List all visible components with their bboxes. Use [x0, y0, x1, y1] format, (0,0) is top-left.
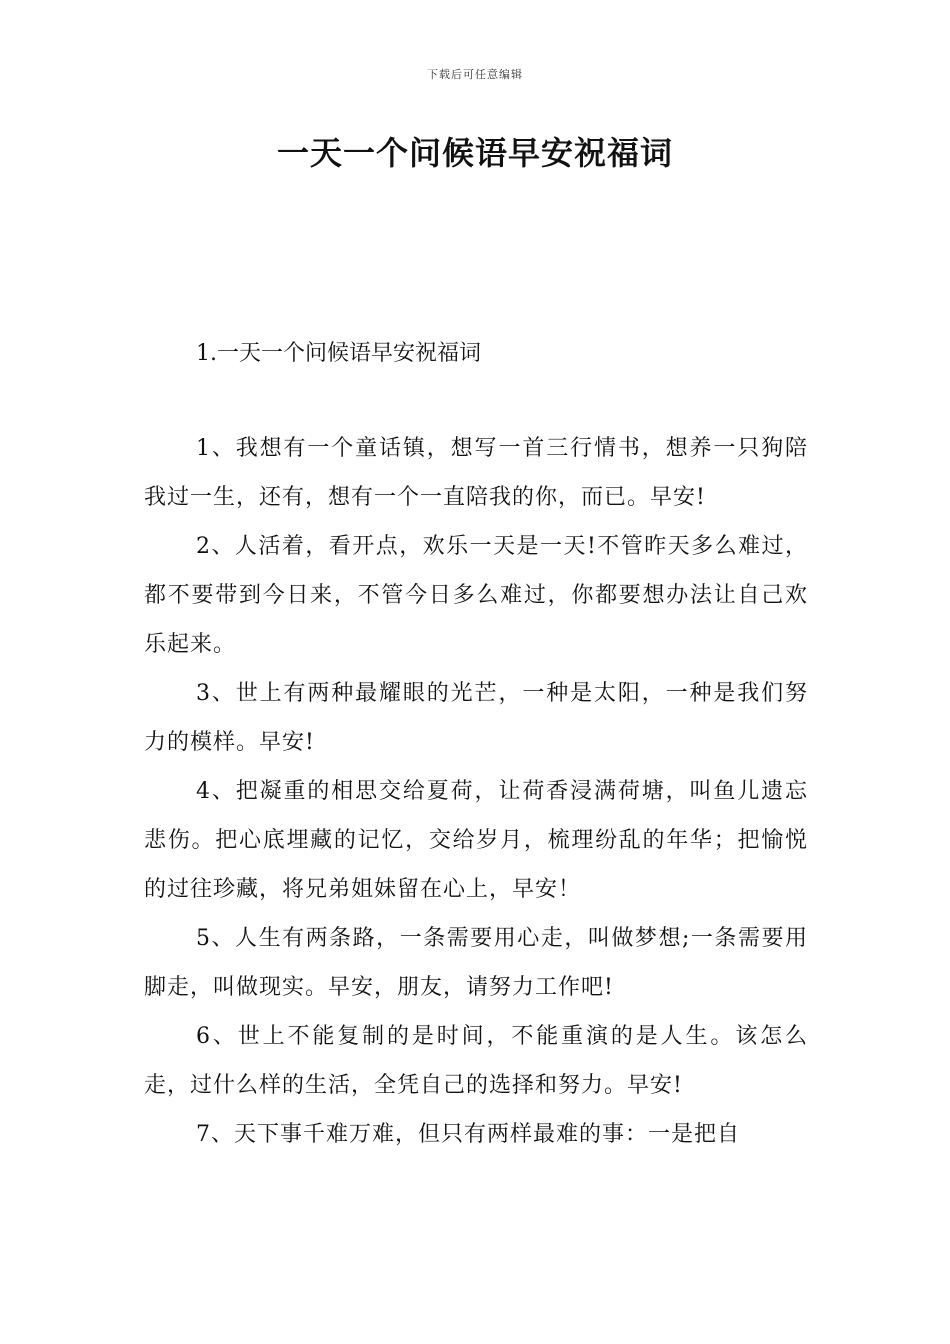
- section-heading: 1.一天一个问候语早安祝福词: [196, 341, 481, 366]
- paragraph-6: 6、世上不能复制的是时间，不能重演的是人生。该怎么走，过什么样的生活，全凭自己的选择和努力。早安!: [144, 1024, 808, 1098]
- paragraph-1: 1、我想有一个童话镇，想写一首三行情书，想养一只狗陪我过一生，还有，想有一个一直陪我的你，而已。早安!: [144, 436, 808, 510]
- paragraph-3: 3、世上有两种最耀眼的光芒，一种是太阳，一种是我们努力的模样。早安!: [144, 681, 808, 755]
- paragraph-4: 4、把凝重的相思交给夏荷，让荷香浸满荷塘，叫鱼儿遗忘悲伤。把心底埋藏的记忆，交给岁月，梳理纷乱的年华；把愉悦的过往珍藏，将兄弟姐妹留在心上，早安！: [144, 779, 808, 902]
- body-text: [144, 424, 808, 1159]
- header-note: 下载后可任意编辑: [427, 68, 523, 81]
- page-title: 一天一个问候语早安祝福词: [276, 134, 673, 172]
- paragraph-7: 7、天下事千难万难，但只有两样最难的事：一是把自: [196, 1122, 740, 1147]
- paragraph-5: 5、人生有两条路，一条需要用心走，叫做梦想;一条需要用脚走，叫做现实。早安，朋友，请努力工作吧!: [144, 926, 808, 1000]
- paragraph-2: 2、人活着，看开点，欢乐一天是一天!不管昨天多么难过，都不要带到今日来，不管今日多么难过，你都要想办法让自己欢乐起来。: [144, 534, 808, 657]
